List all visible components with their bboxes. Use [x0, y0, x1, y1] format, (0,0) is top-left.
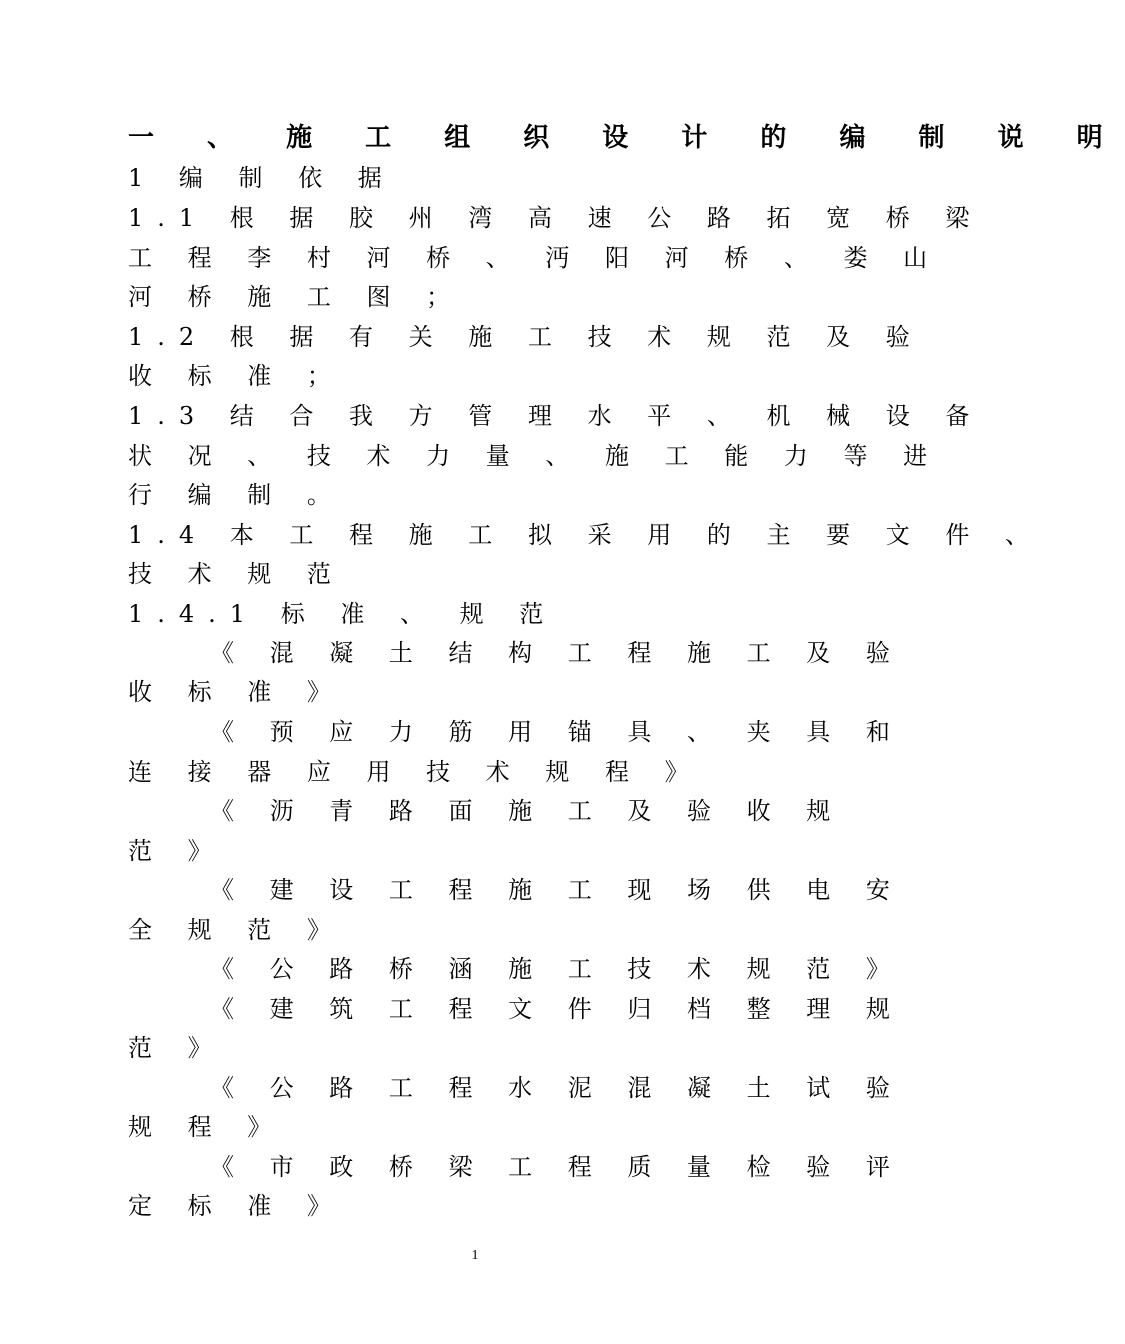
- text-line: 规 程 》: [128, 1113, 286, 1141]
- text-line: 全 规 范 》: [128, 916, 345, 944]
- text-line: 《 公 路 工 程 水 泥 混 凝 土 试 验: [210, 1074, 904, 1102]
- text-line: 河 桥 施 工 图 ；: [128, 283, 465, 311]
- text-line: 《 混 凝 土 结 构 工 程 施 工 及 验: [210, 639, 904, 667]
- text-line: 1.2 根 据 有 关 施 工 技 术 规 范 及 验: [128, 323, 924, 351]
- text-line: 定 标 准 》: [128, 1192, 345, 1220]
- text-line: 《 预 应 力 筋 用 锚 具 、 夹 具 和: [210, 718, 904, 746]
- page-number: 1: [471, 1248, 479, 1263]
- text-line: 1 编 制 依 据: [128, 164, 396, 192]
- text-line: 行 编 制 。: [128, 481, 345, 509]
- text-line: 技 术 规 范: [128, 560, 345, 588]
- text-line: 状 况 、 技 术 力 量 、 施 工 能 力 等 进: [128, 442, 942, 470]
- text-line: 1.4.1 标 准 、 规 范: [128, 600, 558, 628]
- text-line: 1.1 根 据 胶 州 湾 高 速 公 路 拓 宽 桥 梁: [128, 204, 984, 232]
- text-line: 《 沥 青 路 面 施 工 及 验 收 规: [210, 797, 845, 825]
- text-line: 1.4 本 工 程 施 工 拟 采 用 的 主 要 文 件 、: [128, 521, 1043, 549]
- text-line: 收 标 准 》: [128, 678, 345, 706]
- text-line: 连 接 器 应 用 技 术 规 程 》: [128, 758, 703, 786]
- text-line: 《 建 筑 工 程 文 件 归 档 整 理 规: [210, 995, 904, 1023]
- text-line: 《 市 政 桥 梁 工 程 质 量 检 验 评: [210, 1153, 904, 1181]
- section-heading: 一 、 施 工 组 织 设 计 的 编 制 说 明: [128, 123, 1125, 153]
- text-line: 工 程 李 村 河 桥 、 沔 阳 河 桥 、 娄 山: [128, 244, 942, 272]
- text-line: 范 》: [128, 837, 226, 865]
- text-line: 《 公 路 桥 涵 施 工 技 术 规 范 》: [210, 955, 904, 983]
- text-line: 1.3 结 合 我 方 管 理 水 平 、 机 械 设 备: [128, 402, 984, 430]
- text-line: 范 》: [128, 1034, 226, 1062]
- text-line: 《 建 设 工 程 施 工 现 场 供 电 安: [210, 876, 904, 904]
- text-line: 收 标 准 ；: [128, 362, 345, 390]
